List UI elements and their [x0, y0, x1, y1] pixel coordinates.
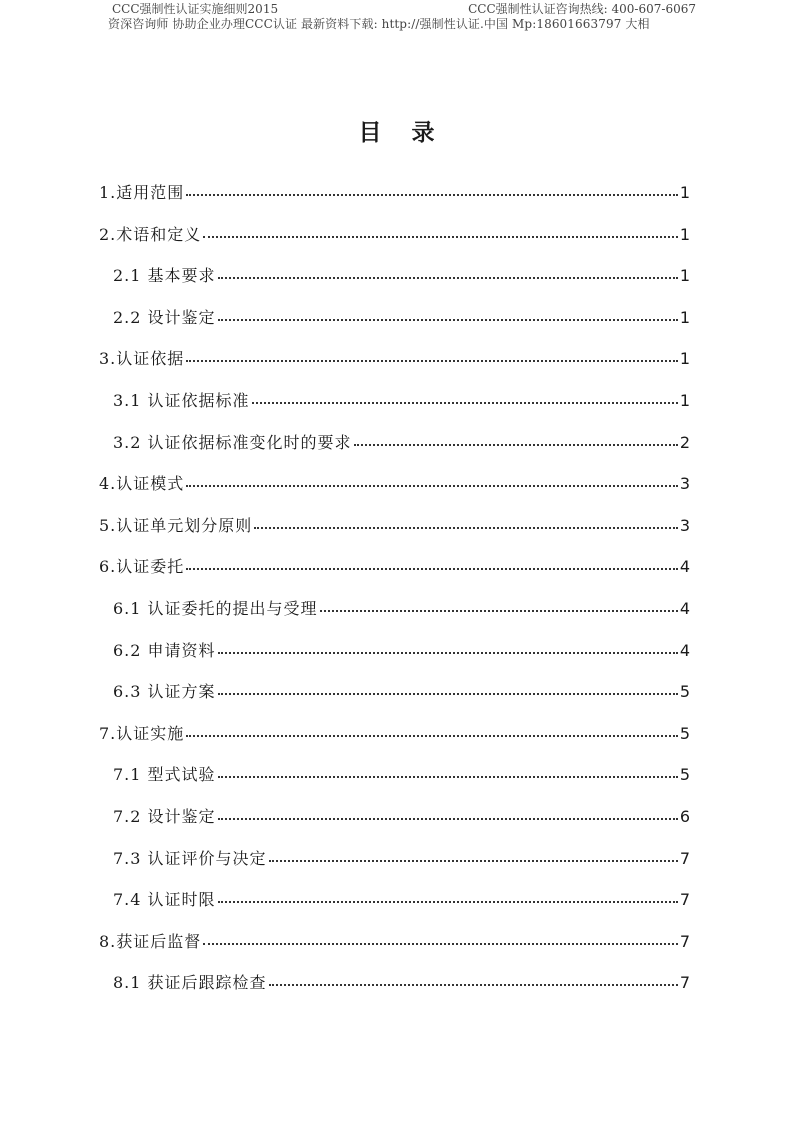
toc-dot-leader [269, 984, 678, 986]
toc-dot-leader [354, 444, 678, 446]
toc-entry-page-number: 4 [679, 640, 690, 660]
toc-entry[interactable] [99, 180, 690, 212]
toc-entry-title: 2.1 基本要求 [113, 266, 216, 286]
toc-dot-leader [252, 402, 678, 404]
toc-entry[interactable] [113, 762, 690, 794]
header-hotline: CCC强制性认证咨询热线: 400-607-6067 [468, 2, 696, 16]
toc-entry-title: 3.2 认证依据标准变化时的要求 [113, 432, 352, 452]
toc-entry-page-number: 5 [679, 682, 690, 702]
toc-dot-leader [186, 194, 678, 196]
toc-entry-page-number: 2 [679, 432, 690, 452]
toc-entry-page-number: 4 [679, 557, 690, 577]
toc-entry-title: 6.1 认证委托的提出与受理 [113, 599, 318, 618]
toc-entry-page-number: 4 [679, 599, 690, 618]
toc-entry-title: 6.2 申请资料 [113, 640, 216, 660]
toc-entry-page-number: 1 [679, 349, 690, 369]
toc-dot-leader [186, 735, 678, 737]
toc-entry-page-number: 3 [679, 515, 690, 535]
toc-entry-page-number: 5 [679, 723, 690, 743]
toc-entry[interactable] [113, 305, 690, 337]
toc-entry-page-number: 1 [679, 307, 690, 327]
toc-entry-page-number: 7 [679, 931, 690, 951]
toc-dot-leader [218, 652, 678, 654]
toc-dot-leader [254, 527, 678, 529]
toc-entry[interactable] [99, 554, 690, 586]
toc-entry-title: 7.3 认证评价与决定 [113, 848, 267, 868]
toc-dot-leader [218, 277, 678, 279]
toc-dot-leader [186, 568, 678, 570]
toc-entry[interactable] [113, 804, 690, 836]
toc-entry-page-number: 7 [679, 890, 690, 910]
toc-entry-title: 3.认证依据 [99, 349, 185, 369]
toc-entry-title: 2.2 设计鉴定 [113, 307, 216, 327]
toc-entry-title: 7.1 型式试验 [113, 765, 216, 785]
toc-entry-title: 6.认证委托 [99, 557, 185, 577]
toc-dot-leader [218, 319, 678, 321]
toc-entry-title: 8.1 获证后跟踪检查 [113, 973, 267, 993]
toc-entry[interactable] [113, 970, 690, 1002]
toc-entry-page-number: 7 [679, 848, 690, 868]
toc-entry-title: 7.2 设计鉴定 [113, 807, 216, 826]
toc-dot-leader [203, 236, 678, 238]
toc-entry-title: 6.3 认证方案 [113, 682, 216, 702]
toc-dot-leader [218, 818, 678, 820]
toc-entry-page-number: 3 [679, 474, 690, 494]
toc-entry-title: 3.1 认证依据标准 [113, 391, 250, 410]
toc-entry-page-number: 6 [679, 807, 690, 826]
toc-entry-title: 5.认证单元划分原则 [99, 515, 253, 535]
toc-entry-title: 4.认证模式 [99, 474, 185, 494]
toc-dot-leader [320, 610, 678, 612]
toc-entry[interactable] [113, 596, 690, 628]
toc-entry[interactable] [113, 638, 690, 670]
toc-entry[interactable] [113, 388, 690, 420]
toc-entry[interactable] [99, 513, 690, 545]
toc-entry[interactable] [99, 222, 690, 254]
header-contact: 资深咨询师 协助企业办理CCC认证 最新资料下载: http://强制性认证.中国 Mp:18601663797 大相 [108, 17, 650, 31]
header-doc-title: CCC强制性认证实施细则2015 [112, 2, 279, 16]
toc-entry[interactable] [99, 721, 690, 753]
toc-entry-page-number: 1 [679, 266, 690, 286]
toc-entry-title: 2.术语和定义 [99, 224, 202, 244]
toc-dot-leader [203, 943, 678, 945]
toc-entry-title: 7.4 认证时限 [113, 890, 216, 910]
toc-entry[interactable] [113, 263, 690, 295]
toc-entry[interactable] [99, 471, 690, 503]
toc-dot-leader [218, 776, 678, 778]
toc-dot-leader [186, 360, 678, 362]
toc-entry-title: 7.认证实施 [99, 723, 185, 743]
toc-entry[interactable] [113, 679, 690, 711]
toc-entry-title: 8.获证后监督 [99, 931, 202, 951]
toc-dot-leader [269, 860, 678, 862]
toc-dot-leader [186, 485, 678, 487]
toc-entry-title: 1.适用范围 [99, 183, 185, 202]
toc-entry-page-number: 5 [679, 765, 690, 785]
toc-entry-page-number: 7 [679, 973, 690, 993]
toc-dot-leader [218, 901, 678, 903]
toc-entry[interactable] [113, 846, 690, 878]
page-title: 目录 [358, 119, 465, 146]
toc-entry[interactable] [99, 929, 690, 961]
toc-entry[interactable] [113, 430, 690, 462]
toc-entry[interactable] [99, 346, 690, 378]
toc-entry-page-number: 1 [679, 224, 690, 244]
toc-entry-page-number: 1 [679, 391, 690, 410]
toc-dot-leader [218, 693, 678, 695]
toc-entry-page-number: 1 [679, 183, 690, 202]
toc-entry[interactable] [113, 887, 690, 919]
